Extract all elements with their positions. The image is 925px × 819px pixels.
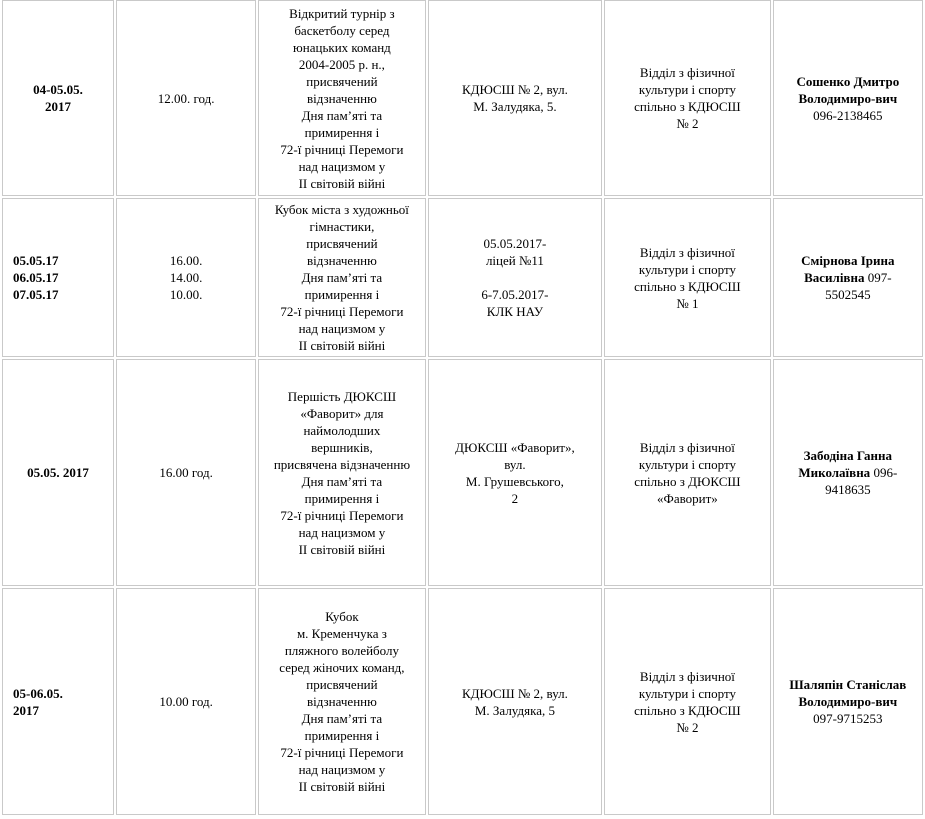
event-time-cell: 16.00. 14.00. 10.00. [116, 198, 256, 357]
contact-name: Сошенко Дмитро Володимиро-вич [796, 73, 900, 106]
table-row [2, 198, 923, 357]
event-time-cell: 16.00 год. [116, 359, 256, 586]
event-contact-cell [773, 588, 923, 815]
event-date-cell: 05.05.17 06.05.17 07.05.17 [2, 198, 114, 357]
contact-phone: 097- 5502545 [825, 270, 892, 302]
event-venue-cell: 05.05.2017- ліцей №11 6-7.05.2017- КЛК НАУ [428, 198, 603, 357]
event-title-cell: Першість ДЮКСШ «Фаворит» для наймолодших вершників, присвячена відзначенню Дня пам’яті та примирення і 72-ї річниці Перемоги над нацизмом у II світовій війні [258, 359, 425, 586]
table-row [2, 0, 923, 196]
contact-phone: 096-2138465 [813, 107, 883, 123]
contact-name: Шаляпін Станіслав Володимиро-вич [789, 677, 907, 709]
contact-phone: 097-9715253 [813, 711, 883, 726]
event-venue-cell: КДЮСШ № 2, вул. М. Залудяка, 5 [428, 588, 603, 815]
event-title-cell: Кубок міста з художньої гімнастики, присвячений відзначенню Дня пам’яті та примирення і 72-ї річниці Перемоги над нацизмом у II світовій війні [258, 198, 425, 357]
event-organizer-cell: Відділ з фізичної культури і спорту спільно з КДЮСШ № 2 [604, 588, 770, 815]
contact-name: Смірнова Ірина Василівна [801, 253, 895, 285]
contact-phone: 096- 9418635 [825, 465, 898, 497]
table-row [2, 588, 923, 815]
event-title-cell: Кубок м. Кременчука з пляжного волейболу серед жіночих команд, присвячений відзначенню Дня пам’яті та примирення і 72-ї річниці Перемоги над нацизмом у II світовій війні [258, 588, 425, 815]
event-date-cell: 04-05.05. 2017 [2, 0, 114, 196]
event-contact-cell [773, 359, 923, 586]
event-contact-cell [773, 0, 923, 196]
event-title-cell: Відкритий турнір з баскетболу серед юнацьких команд 2004-2005 р. н., присвячений відзначенню Дня пам’яті та примирення і 72-ї річниці Перемоги над нацизмом у II світовій війні [258, 0, 425, 196]
event-time-cell: 12.00. год. [116, 0, 256, 196]
event-date-cell: 05-06.05. 2017 [2, 588, 114, 815]
event-date-cell: 05.05. 2017 [2, 359, 114, 586]
event-organizer-cell: Відділ з фізичної культури і спорту спільно з ДЮКСШ «Фаворит» [604, 359, 770, 586]
event-contact-cell [773, 198, 923, 357]
event-venue-cell: КДЮСШ № 2, вул. М. Залудяка, 5. [428, 0, 603, 196]
event-time-cell: 10.00 год. [116, 588, 256, 815]
table-row [2, 359, 923, 586]
event-organizer-cell: Відділ з фізичної культури і спорту спільно з КДЮСШ № 2 [604, 0, 770, 196]
event-venue-cell: ДЮКСШ «Фаворит», вул. М. Грушевського, 2 [428, 359, 603, 586]
contact-name: Забодіна Ганна Миколаївна [798, 448, 892, 480]
event-organizer-cell: Відділ з фізичної культури і спорту спільно з КДЮСШ № 1 [604, 198, 770, 357]
